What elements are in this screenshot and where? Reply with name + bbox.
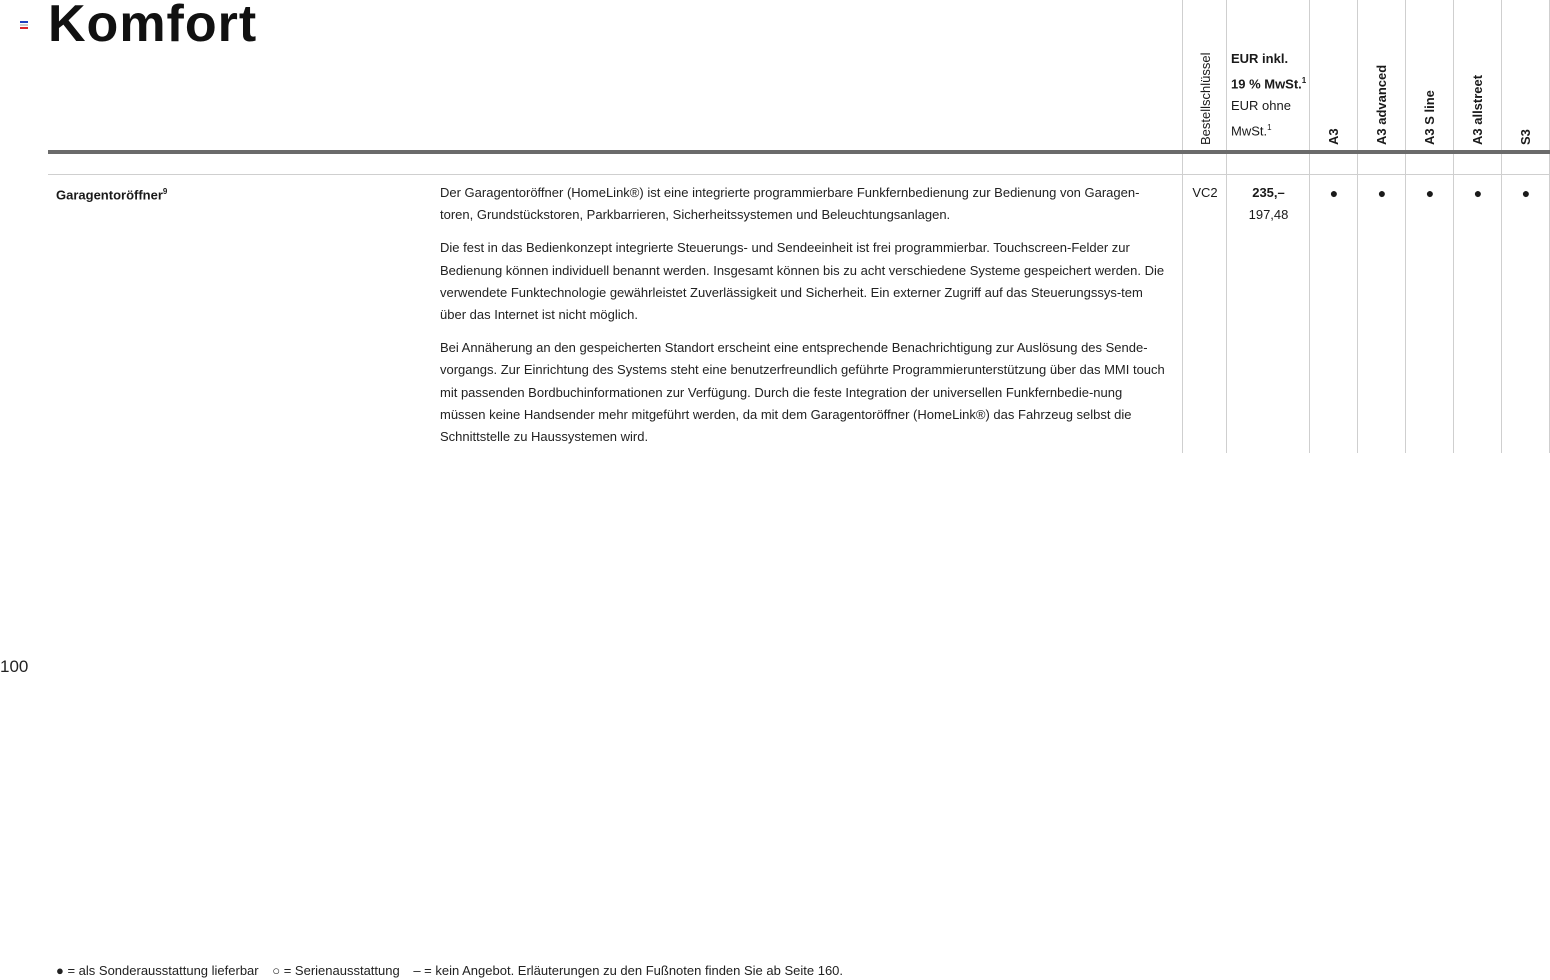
legend-none: – = kein Angebot. Erläuterungen zu den Fußnoten finden Sie ab Seite 160. — [413, 963, 844, 978]
price-cell — [1227, 182, 1310, 226]
column-header-a3-advanced: A3 advanced — [1374, 64, 1389, 145]
column-divider — [1405, 0, 1406, 453]
legend-standard: ○ = Serienausstattung — [272, 963, 400, 978]
feature-footnote: 9 — [162, 187, 168, 196]
column-header-a3-s-line: A3 S line — [1422, 90, 1437, 145]
legend-optional: ● = als Sonderausstattung lieferbar — [56, 963, 259, 978]
footnote-mark: 1 — [1301, 76, 1307, 85]
column-divider — [1309, 0, 1310, 453]
column-divider — [1182, 0, 1183, 453]
price-gross-label: EUR inkl. — [1231, 51, 1289, 66]
availability-a3: ● — [1329, 185, 1339, 201]
column-header-s3: S3 — [1518, 129, 1533, 145]
column-header-a3-allstreet: A3 allstreet — [1470, 74, 1485, 145]
price-net-label: EUR ohne — [1231, 98, 1291, 114]
column-header-a3: A3 — [1326, 128, 1341, 145]
feature-label: Garagentoröffner — [56, 187, 163, 203]
column-divider — [1453, 0, 1454, 453]
column-divider — [1501, 0, 1502, 453]
price-net-label-2: MwSt. — [1231, 123, 1268, 139]
page-title: Komfort — [48, 0, 258, 53]
price-net: 197,48 — [1248, 207, 1289, 222]
column-header-order-key: Bestellschlüssel — [1198, 52, 1213, 145]
availability-s3: ● — [1521, 185, 1531, 201]
availability-a3-advanced: ● — [1377, 185, 1387, 201]
order-code: VC2 — [1192, 185, 1218, 200]
price-gross: 235,– — [1252, 185, 1285, 200]
feature-name — [56, 182, 167, 205]
availability-a3-s-line: ● — [1425, 185, 1435, 201]
description-paragraph: Die fest in das Bedienkonzept integrierte Steuerungs- und Sendeeinheit ist frei programmierbar. Touchscreen-Felder zur Bedienung können individuell benannt werden. Insgesamt können bis zu acht verschiedene Systeme gespeichert werden. Die verwendete Funktechnologie gewährleistet Zuverlässigkeit und Sicherheit. Ein externer Zugriff auf das Steuerungssys-tem über das Internet ist nicht möglich. — [440, 240, 1165, 323]
header-rule — [48, 150, 1550, 154]
column-divider — [1357, 0, 1358, 453]
description-paragraph: Bei Annäherung an den gespeicherten Standort erscheint eine entsprechende Benachrichtigung zur Auslösung des Sende-vorgangs. Zur Einrichtung des Systems steht eine benutzerfreundlich geführte Programmierunterstützung über das MMI touch mit passenden Bordbuchinformationen zur Verfügung. Durch die feste Integration der universellen Funkfernbedie-nung müssen keine Handsender mehr mitgeführt werden, da mit dem Garagentoröffner (HomeLink®) das Fahrzeug selbst die Schnittstelle zu Haussystemen wird. — [440, 340, 1165, 445]
flag-icon — [20, 21, 28, 30]
page-number: 100 — [0, 657, 29, 676]
column-divider — [1226, 0, 1227, 453]
footnote-mark: 1 — [1267, 123, 1272, 133]
availability-a3-allstreet: ● — [1473, 185, 1483, 201]
column-header-price — [1231, 48, 1306, 143]
price-gross-label-2: 19 % MwSt. — [1231, 76, 1302, 92]
legend — [56, 962, 853, 980]
row-rule — [48, 174, 1550, 175]
feature-description — [440, 182, 1170, 459]
description-paragraph: Der Garagentoröffner (HomeLink®) ist eine integrierte programmierbare Funkfernbedienung zur Bedienung von Garagen-toren, Grundstückstoren, Parkbarrieren, Sicherheitssystemen und Beleuchtungsanlagen. — [440, 185, 1140, 223]
